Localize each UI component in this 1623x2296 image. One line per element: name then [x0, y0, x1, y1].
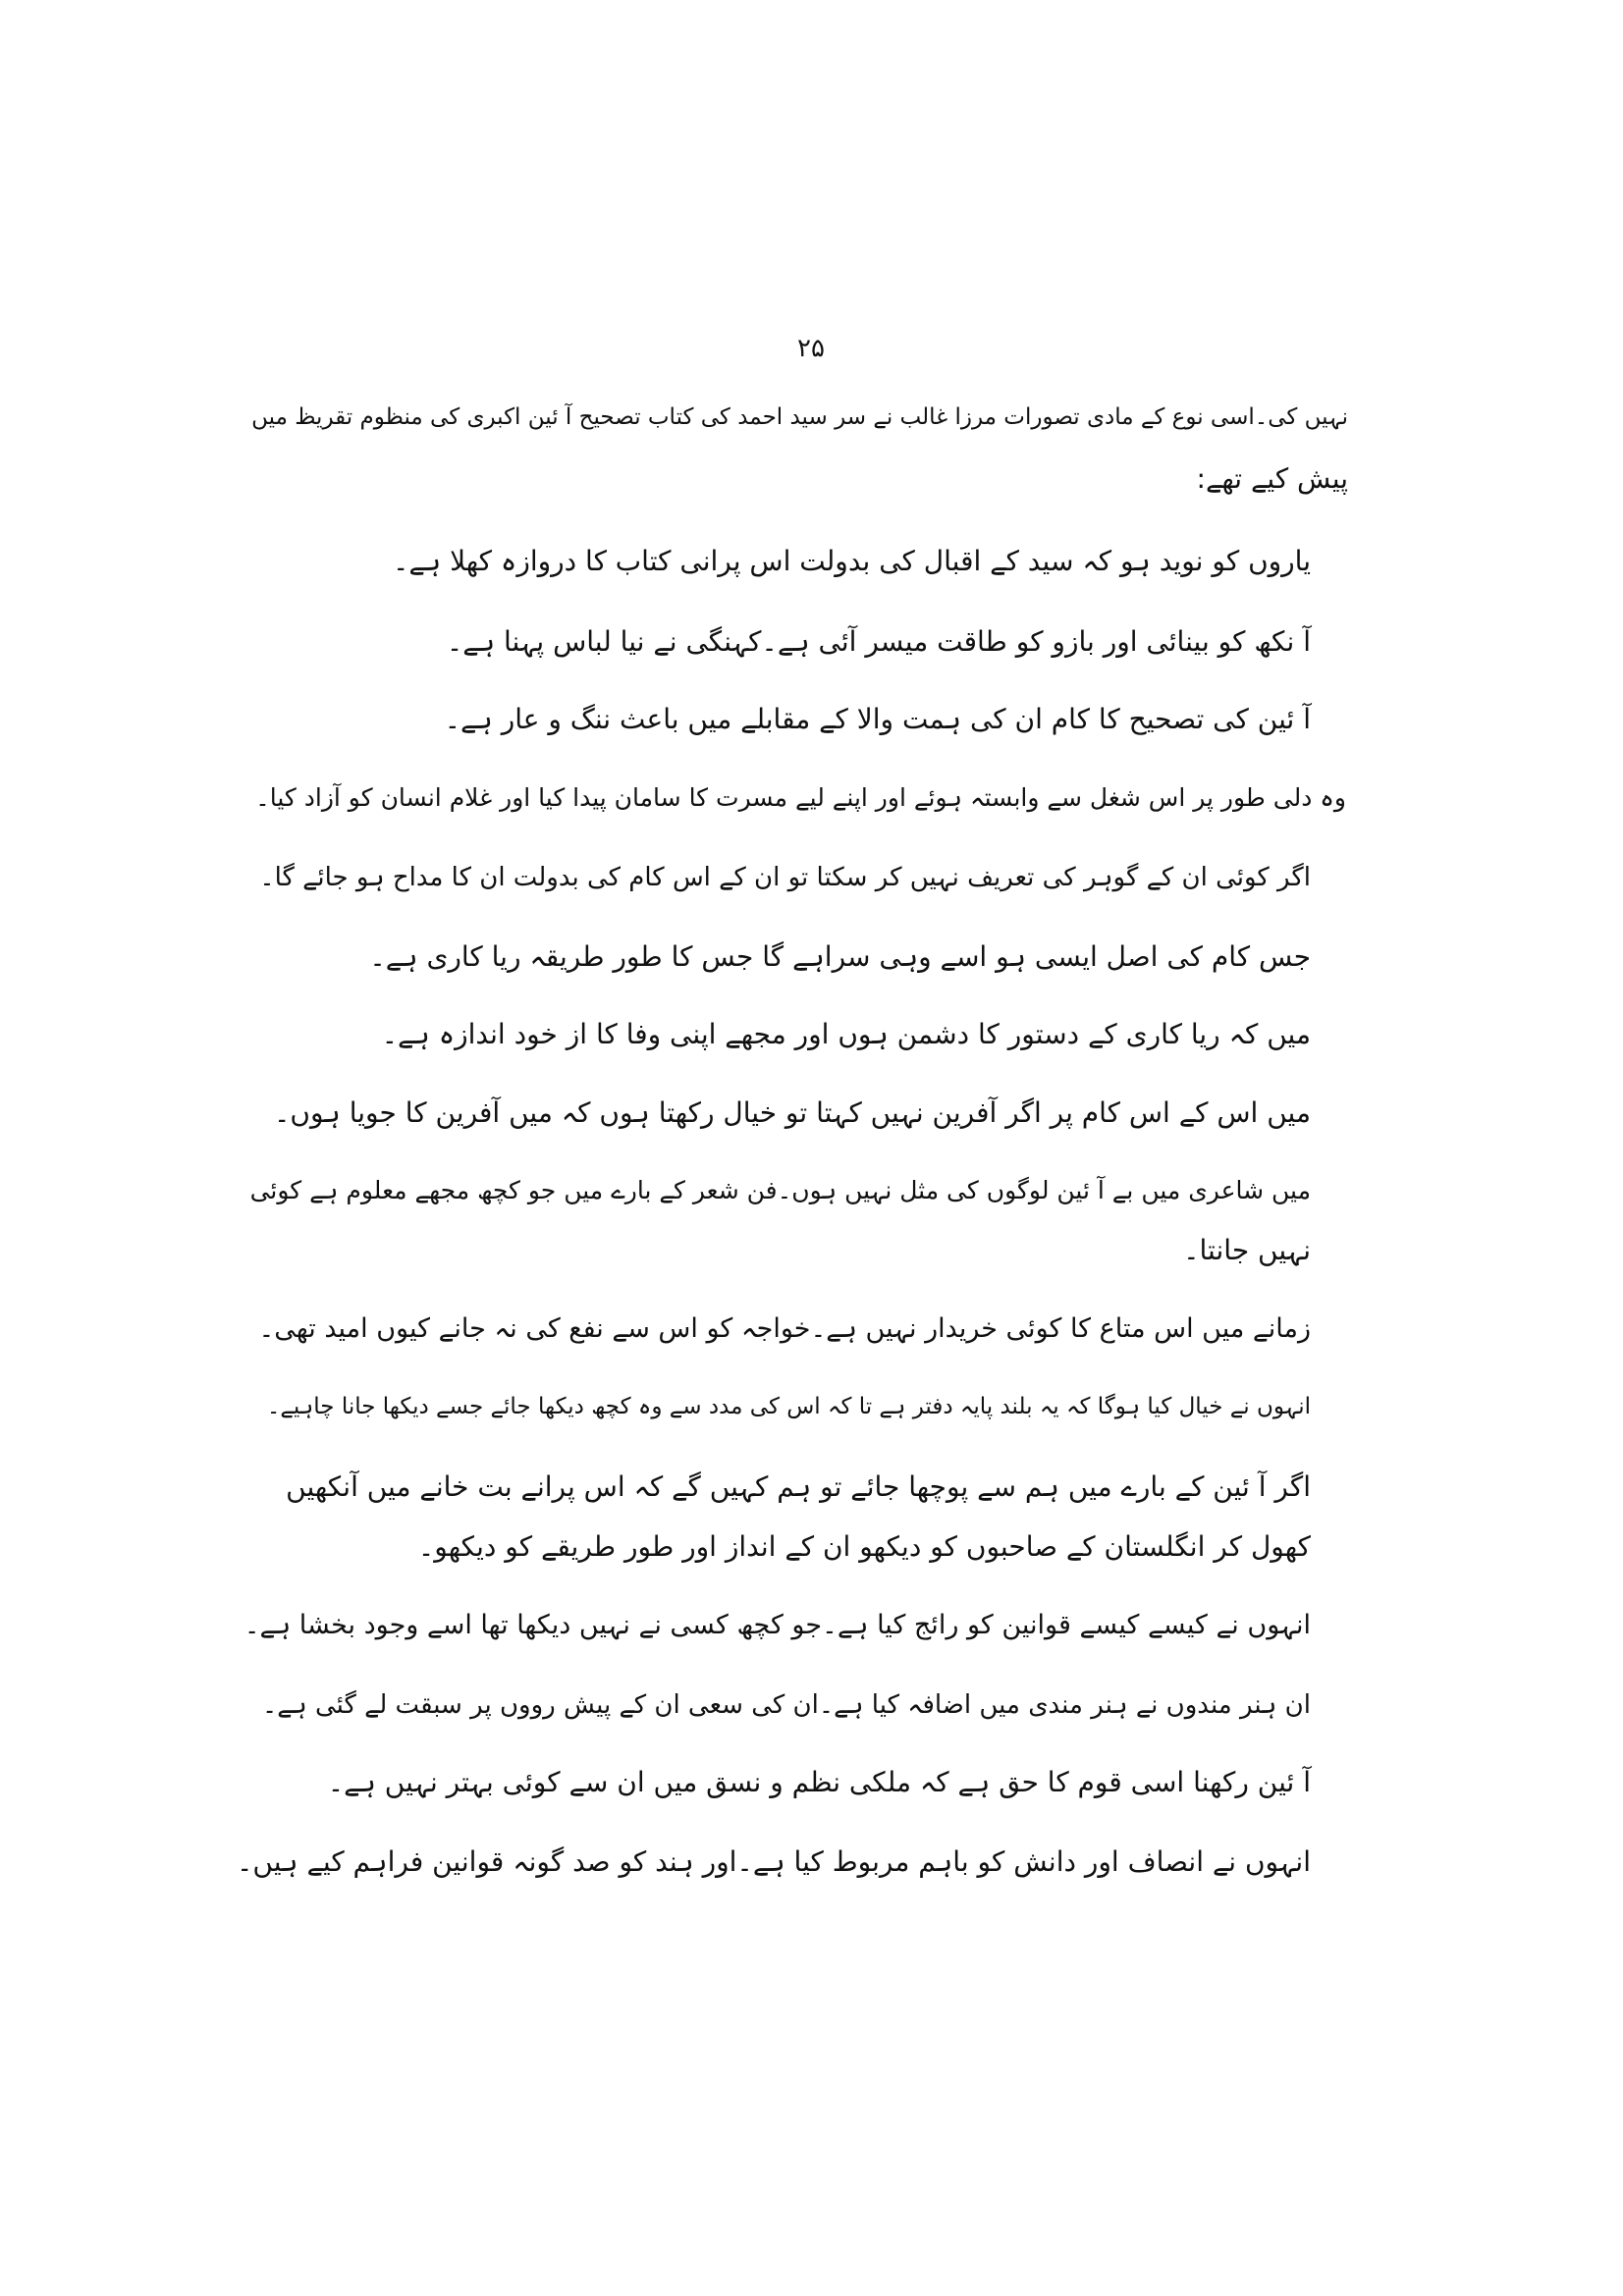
verse-line-continuation: کھول کر انگلستان کے صاحبوں کو دیکھو ان کے انداز اور طور طریقے کو دیکھو۔ [417, 1530, 1311, 1563]
verse-line: میں اس کے اس کام پر اگر آفرین نہیں کہتا تو خیال رکھتا ہوں کہ میں آفرین کا جویا ہوں۔ [273, 1096, 1311, 1129]
verse-line: اگر کوئی ان کے گوہر کی تعریف نہیں کر سکتا تو ان کے اس کام کی بدولت ان کا مداح ہو جائے گا۔ [259, 863, 1311, 892]
verse-line: ان ہنر مندوں نے ہنر مندی میں اضافہ کیا ہے۔ان کی سعی ان کے پیش رووں پر سبقت لے گئی ہے۔ [261, 1690, 1311, 1720]
verse-line: جس کام کی اصل ایسی ہو اسے وہی سراہے گا جس کا طور طریقہ ریا کاری ہے۔ [369, 940, 1311, 973]
verse-line: انہوں نے انصاف اور دانش کو باہم مربوط کیا ہے۔اور ہند کو صد گونہ قوانین فراہم کیے ہیں۔ [236, 1845, 1311, 1878]
page-number: ۲۵ [797, 334, 825, 363]
verse-line: یاروں کو نوید ہو کہ سید کے اقبال کی بدولت اس پرانی کتاب کا دروازہ کھلا ہے۔ [392, 545, 1311, 577]
verse-line: وہ دلی طور پر اس شغل سے وابستہ ہوئے اور اپنے لیے مسرت کا سامان پیدا کیا اور غلام انسان کو آزاد کیا۔ [255, 783, 1346, 812]
verse-line-continuation: نہیں جانتا۔ [1183, 1234, 1311, 1266]
verse-line: اگر آ ئین کے بارے میں ہم سے پوچھا جائے تو ہم کہیں گے کہ اس پرانے بت خانے میں آنکھیں [286, 1470, 1311, 1503]
verse-line: انہوں نے کیسے کیسے قوانین کو رائج کیا ہے۔جو کچھ کسی نے نہیں دیکھا تھا اسے وجود بخشا ہے۔ [243, 1610, 1311, 1640]
verse-line: میں شاعری میں بے آ ئین لوگوں کی مثل نہیں ہوں۔فن شعر کے بارے میں جو کچھ مجھے معلوم ہے کوئی [249, 1176, 1311, 1204]
intro-line-2: پیش کیے تھے: [1196, 462, 1348, 495]
intro-line-1: نہیں کی۔اسی نوع کے مادی تصورات مرزا غالب نے سر سید احمد کی کتاب تصحیح آ ئین اکبری کی منظوم تقریظ میں [251, 404, 1348, 430]
verse-line: انہوں نے خیال کیا ہوگا کہ یہ بلند پایہ دفتر ہے تا کہ اس کی مدد سے وہ کچھ دیکھا جائے جسے دیکھا جانا چاہیے۔ [266, 1394, 1311, 1419]
verse-line: آ ئین کی تصحیح کا کام ان کی ہمت والا کے مقابلے میں باعث ننگ و عار ہے۔ [444, 703, 1311, 735]
verse-line: زمانے میں اس متاع کا کوئی خریدار نہیں ہے۔خواجہ کو اس سے نفع کی نہ جانے کیوں امید تھی۔ [258, 1313, 1311, 1344]
verse-line: میں کہ ریا کاری کے دستور کا دشمن ہوں اور مجھے اپنی وفا کا از خود اندازہ ہے۔ [381, 1018, 1311, 1050]
verse-line: آ ئین رکھنا اسی قوم کا حق ہے کہ ملکی نظم و نسق میں ان سے کوئی بہتر نہیں ہے۔ [327, 1766, 1311, 1798]
verse-line: آ نکھ کو بینائی اور بازو کو طاقت میسر آئی ہے۔کہنگی نے نیا لباس پہنا ہے۔ [446, 625, 1311, 658]
